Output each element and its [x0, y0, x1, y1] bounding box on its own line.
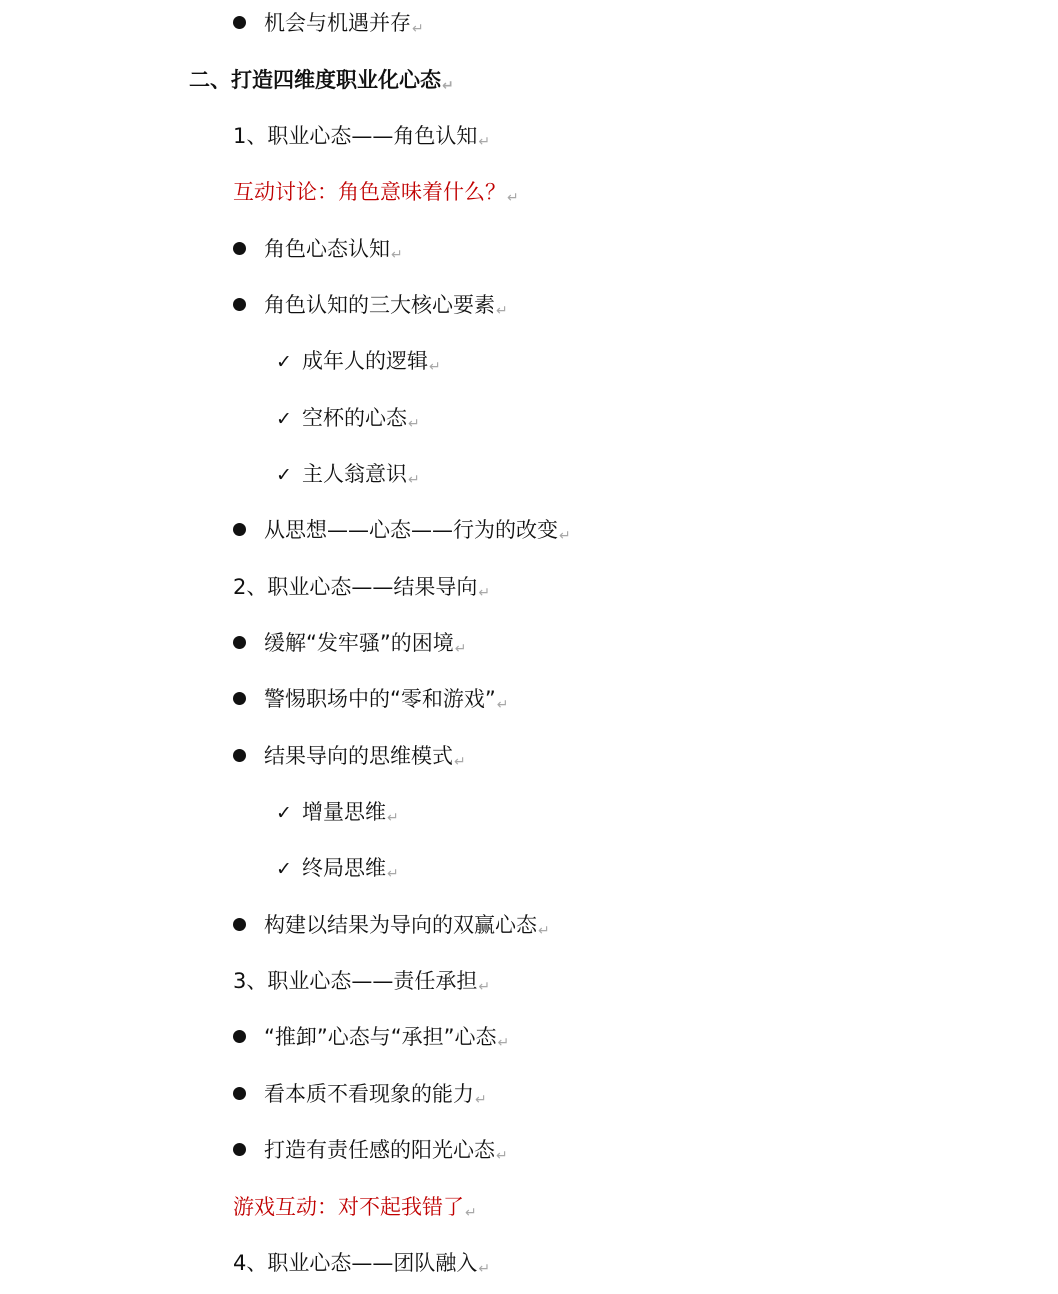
list-item [233, 1019, 509, 1055]
bullet-icon [233, 523, 246, 536]
bullet-icon [233, 1143, 246, 1156]
section-heading-text: 二、打造四维度职业化心态 [189, 68, 441, 92]
numbered-subheading [233, 118, 490, 154]
paragraph-mark-icon: ↵ [412, 21, 424, 37]
list-item [233, 907, 550, 943]
paragraph-mark-icon: ↵ [496, 697, 509, 713]
list-item-text: 打造有责任感的阳光心态 [264, 1138, 495, 1162]
list-item-text: 警惕职场中的“零和游戏” [264, 687, 496, 711]
check-item [276, 850, 399, 886]
checkmark-icon: ✓ [276, 351, 292, 373]
list-item [233, 1132, 508, 1168]
paragraph-mark-icon: ↵ [496, 303, 508, 319]
list-item [233, 512, 571, 548]
check-item-text: 空杯的心态 [302, 406, 407, 430]
paragraph-mark-icon: ↵ [442, 78, 454, 94]
paragraph-mark-icon: ↵ [408, 472, 420, 488]
bullet-icon [233, 1087, 246, 1100]
bullet-icon [233, 692, 246, 705]
bullet-icon [233, 749, 246, 762]
list-item-text: “推卸”心态与“承担”心态 [264, 1025, 497, 1049]
paragraph-mark-icon: ↵ [507, 190, 519, 206]
subheading-text: 3、职业心态——责任承担 [233, 969, 478, 993]
check-item [276, 400, 420, 436]
paragraph-mark-icon: ↵ [497, 1035, 510, 1051]
check-item [276, 456, 420, 492]
section-heading [189, 62, 454, 98]
bullet-icon [233, 918, 246, 931]
paragraph-mark-icon: ↵ [465, 1205, 477, 1221]
paragraph-mark-icon: ↵ [387, 810, 399, 826]
bullet-icon [233, 242, 246, 255]
activity-line [233, 174, 519, 210]
check-item-text: 成年人的逻辑 [302, 349, 428, 373]
bullet-icon [233, 1030, 246, 1043]
list-item [233, 738, 466, 774]
checkmark-icon: ✓ [276, 408, 292, 430]
list-item [233, 231, 403, 267]
list-item-text: 结果导向的思维模式 [264, 744, 453, 768]
list-item [233, 625, 467, 661]
checkmark-icon: ✓ [276, 464, 292, 486]
paragraph-mark-icon: ↵ [391, 247, 403, 263]
subheading-text: 1、职业心态——角色认知 [233, 124, 478, 148]
paragraph-mark-icon: ↵ [478, 134, 491, 150]
activity-line [233, 1189, 477, 1225]
list-item-text: 从思想——心态——行为的改变 [264, 518, 558, 542]
list-item-text: 构建以结果为导向的双赢心态 [264, 913, 537, 937]
check-item-text: 主人翁意识 [302, 462, 407, 486]
list-item-text: 角色认知的三大核心要素 [264, 293, 495, 317]
subheading-text: 4、职业心态——团队融入 [233, 1251, 478, 1275]
list-item [233, 287, 508, 323]
list-item-text: 缓解“发牢骚”的困境 [264, 631, 454, 655]
check-item [276, 343, 441, 379]
check-item-text: 终局思维 [302, 856, 386, 880]
list-item [233, 1076, 487, 1112]
activity-text: 互动讨论：角色意味着什么？ [233, 180, 506, 204]
bullet-icon [233, 16, 246, 29]
list-item-text: 角色心态认知 [264, 237, 390, 261]
list-item [233, 5, 424, 41]
list-item-text: 看本质不看现象的能力 [264, 1082, 474, 1106]
paragraph-mark-icon: ↵ [478, 1261, 491, 1277]
paragraph-mark-icon: ↵ [496, 1148, 508, 1164]
checkmark-icon: ✓ [276, 802, 292, 824]
paragraph-mark-icon: ↵ [408, 416, 420, 432]
paragraph-mark-icon: ↵ [478, 979, 491, 995]
numbered-subheading [233, 963, 490, 999]
subheading-text: 2、职业心态——结果导向 [233, 575, 478, 599]
numbered-subheading [233, 569, 490, 605]
checkmark-icon: ✓ [276, 858, 292, 880]
check-item [276, 794, 399, 830]
bullet-icon [233, 636, 246, 649]
paragraph-mark-icon: ↵ [475, 1092, 487, 1108]
list-item-text: 机会与机遇并存 [264, 11, 411, 35]
numbered-subheading [233, 1245, 490, 1281]
paragraph-mark-icon: ↵ [387, 866, 399, 882]
paragraph-mark-icon: ↵ [559, 528, 571, 544]
paragraph-mark-icon: ↵ [454, 641, 467, 657]
bullet-icon [233, 298, 246, 311]
paragraph-mark-icon: ↵ [478, 585, 491, 601]
activity-text: 游戏互动：对不起我错了 [233, 1195, 464, 1219]
list-item [233, 681, 509, 717]
paragraph-mark-icon: ↵ [429, 359, 441, 375]
paragraph-mark-icon: ↵ [538, 923, 550, 939]
check-item-text: 增量思维 [302, 800, 386, 824]
paragraph-mark-icon: ↵ [454, 754, 466, 770]
